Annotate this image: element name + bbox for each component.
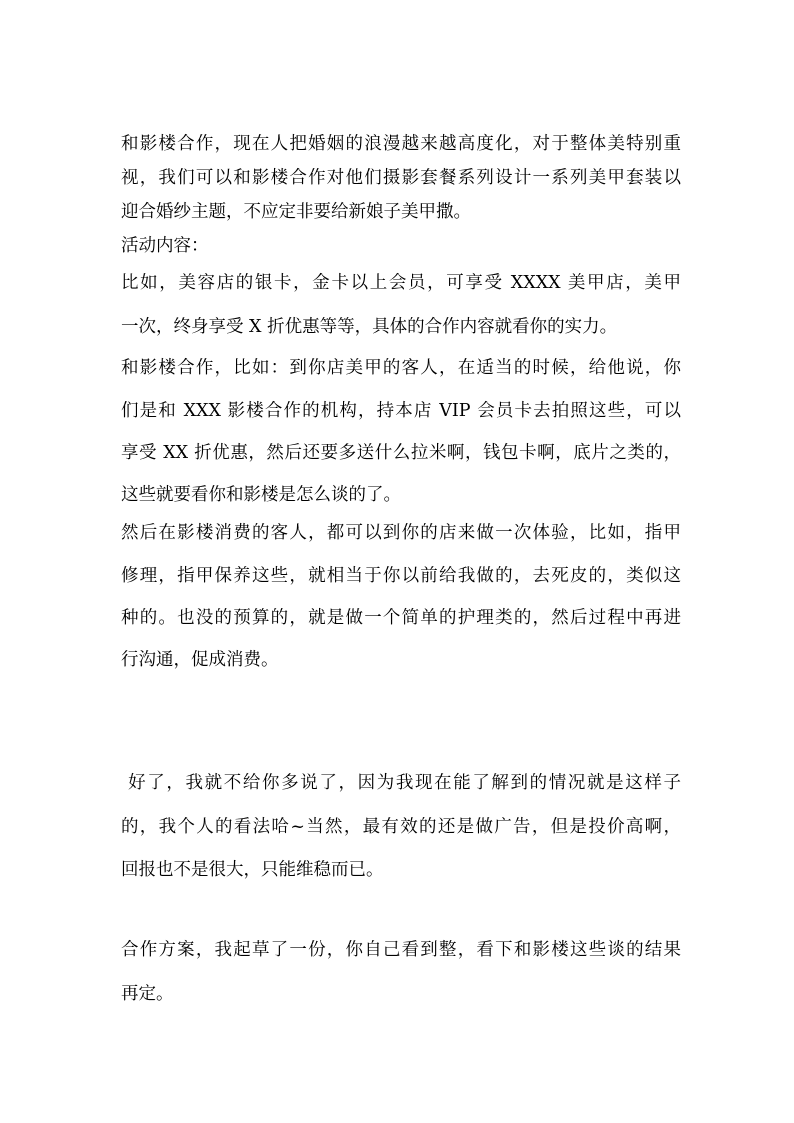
section-heading-activity: 活动内容： <box>121 236 209 256</box>
paragraph-5-line-4: 行沟通，促成消费。 <box>121 650 279 670</box>
paragraph-5-line-3: 种的。也没的预算的，就是做一个简单的护理类的，然后过程中再进 <box>121 608 681 628</box>
paragraph-7-line-1: 合作方案，我起草了一份，你自己看到整，看下和影楼这些谈的结果 <box>121 940 681 960</box>
paragraph-1-line-1: 和影楼合作，现在人把婚姻的浪漫越来越高度化，对于整体美特别重 <box>121 134 681 154</box>
paragraph-7-line-2: 再定。 <box>121 984 174 1004</box>
paragraph-3-line-2: 一次，终身享受 X 折优惠等等，具体的合作内容就看你的实力。 <box>121 317 618 337</box>
paragraph-6-line-3: 回报也不是很大，只能维稳而已。 <box>121 860 384 880</box>
paragraph-1-line-2: 视，我们可以和影楼合作对他们摄影套餐系列设计一系列美甲套装以 <box>121 168 681 188</box>
paragraph-3-line-1: 比如，美容店的银卡，金卡以上会员，可享受 XXXX 美甲店，美甲 <box>121 273 681 293</box>
paragraph-4-line-2: 们是和 XXX 影楼合作的机构，持本店 VIP 会员卡去拍照这些，可以 <box>121 401 681 421</box>
paragraph-4-line-1: 和影楼合作，比如：到你店美甲的客人，在适当的时候，给他说，你 <box>121 358 681 378</box>
paragraph-6-line-1: 好了，我就不给你多说了，因为我现在能了解到的情况就是这样子 <box>121 773 681 793</box>
paragraph-1-line-3: 迎合婚纱主题，不应定非要给新娘子美甲撒。 <box>121 202 471 222</box>
paragraph-4-line-4: 这些就要看你和影楼是怎么谈的了。 <box>121 485 401 505</box>
paragraph-5-line-2: 修理，指甲保养这些，就相当于你以前给我做的，去死皮的，类似这 <box>121 566 681 586</box>
paragraph-5-line-1: 然后在影楼消费的客人，都可以到你的店来做一次体验，比如，指甲 <box>121 523 681 543</box>
paragraph-4-line-3: 享受 XX 折优惠，然后还要多送什么拉米啊，钱包卡啊，底片之类的， <box>121 443 681 463</box>
paragraph-6-line-2: 的，我个人的看法哈~当然，最有效的还是做广告，但是投价高啊， <box>121 817 681 837</box>
